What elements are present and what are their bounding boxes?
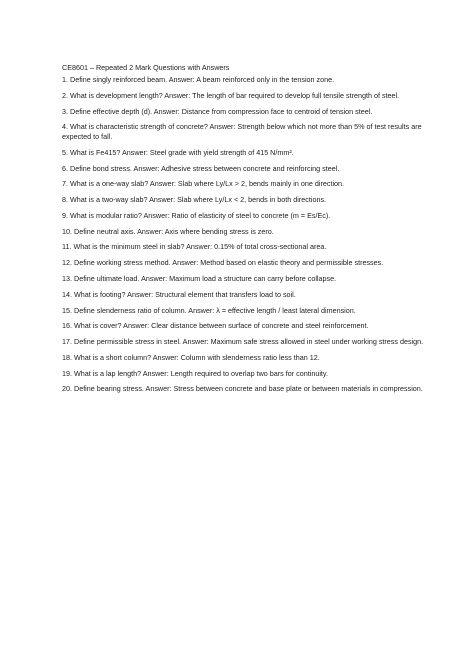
qa-number: 5. [62, 147, 68, 157]
qa-item [62, 122, 424, 141]
qa-answer: Axis where bending stress is zero. [164, 226, 274, 236]
qa-question: Define bond stress. [70, 163, 132, 173]
qa-number: 12. [62, 258, 72, 268]
qa-question: What is modular ratio? [70, 210, 142, 220]
qa-question: What is development length? [70, 90, 163, 100]
qa-item [62, 290, 424, 300]
qa-number: 10. [62, 226, 72, 236]
qa-question: What is a lap length? [74, 368, 142, 378]
qa-question: What is a one-way slab? [70, 179, 149, 189]
qa-item [62, 91, 424, 101]
qa-list [62, 75, 424, 394]
qa-answer: Distance from compression face to centroid of tension steel. [181, 106, 373, 116]
qa-answer: Strength below which not more than 5% of test results are expected to fall. [62, 122, 422, 141]
qa-number: 9. [62, 210, 68, 220]
qa-number: 15. [62, 305, 72, 315]
qa-answer: Maximum load a structure can carry before collapse. [169, 273, 337, 283]
qa-item [62, 107, 424, 117]
qa-answer-prefix: Answer: [168, 75, 195, 84]
qa-item [62, 148, 424, 158]
qa-answer-prefix: Answer: [143, 210, 170, 220]
qa-answer-prefix: Answer: [153, 106, 180, 116]
qa-number: 18. [62, 352, 72, 362]
qa-question: What is a two-way slab? [70, 195, 148, 205]
qa-answer: The length of bar required to develop full tensile strength of steel. [192, 90, 400, 100]
qa-question: Define singly reinforced beam. [70, 75, 168, 84]
qa-number: 17. [62, 337, 72, 347]
qa-item [62, 274, 424, 284]
qa-answer: Adhesive stress between concrete and reinforcing steel. [161, 163, 340, 173]
qa-answer-prefix: Answer: [121, 147, 148, 157]
qa-question: Define ultimate load. [74, 273, 140, 283]
qa-question: Define permissible stress in steel. [74, 337, 182, 347]
qa-number: 2. [62, 90, 68, 100]
qa-item [62, 369, 424, 379]
qa-question: Define slenderness ratio of column. [74, 305, 187, 315]
qa-answer: Method based on elastic theory and permissible stresses. [200, 258, 384, 268]
qa-question: Define neutral axis. [74, 226, 136, 236]
qa-question: What is the minimum steel in slab? [73, 242, 185, 252]
qa-item [62, 242, 424, 252]
qa-answer-prefix: Answer: [133, 163, 160, 173]
qa-answer-prefix: Answer: [149, 179, 176, 189]
qa-answer-prefix: Answer: [164, 90, 191, 100]
qa-item [62, 337, 424, 347]
qa-answer-prefix: Answer: [152, 352, 179, 362]
qa-item [62, 258, 424, 268]
qa-answer: Steel grade with yield strength of 415 N/mm². [149, 147, 294, 157]
qa-number: 4. [62, 122, 68, 132]
qa-number: 3. [62, 106, 68, 116]
qa-number: 14. [62, 289, 72, 299]
qa-item [62, 384, 424, 394]
qa-number: 8. [62, 195, 68, 205]
qa-answer-prefix: Answer: [209, 122, 236, 132]
qa-item [62, 195, 424, 205]
qa-answer: Length required to overlap two bars for continuity. [170, 368, 328, 378]
qa-item [62, 75, 424, 85]
qa-answer-prefix: Answer: [182, 337, 209, 347]
qa-item [62, 321, 424, 331]
qa-question: What is a short column? [74, 352, 152, 362]
qa-answer: Stress between concrete and base plate or between materials in compression. [173, 384, 423, 394]
qa-item [62, 306, 424, 316]
qa-number: 16. [62, 321, 72, 331]
qa-number: 13. [62, 273, 72, 283]
qa-answer: Slab where Ly/Lx < 2, bends in both directions. [177, 195, 327, 205]
qa-answer: Slab where Ly/Lx > 2, bends mainly in one direction. [177, 179, 345, 189]
document-page [62, 63, 424, 400]
qa-answer-prefix: Answer: [142, 368, 169, 378]
qa-question: What is characteristic strength of concrete? [70, 122, 208, 132]
qa-number: 1. [62, 75, 68, 84]
qa-answer-prefix: Answer: [123, 321, 150, 331]
qa-answer-prefix: Answer: [149, 195, 176, 205]
qa-item [62, 179, 424, 189]
qa-number: 11. [62, 242, 72, 252]
qa-number: 7. [62, 179, 68, 189]
qa-number: 19. [62, 368, 72, 378]
qa-item [62, 227, 424, 237]
qa-answer-prefix: Answer: [141, 273, 168, 283]
qa-question: Define effective depth (d). [70, 106, 153, 116]
qa-answer-prefix: Answer: [186, 242, 213, 252]
qa-answer: A beam reinforced only in the tension zone. [196, 75, 335, 84]
qa-question: Define bearing stress. [74, 384, 144, 394]
qa-number: 6. [62, 163, 68, 173]
qa-number: 20. [62, 384, 72, 394]
qa-answer: Structural element that transfers load to soil. [155, 289, 296, 299]
qa-question: What is Fe415? [70, 147, 121, 157]
qa-item [62, 211, 424, 221]
qa-item [62, 353, 424, 363]
qa-answer: Column with slenderness ratio less than 12. [180, 352, 320, 362]
document-title: CE8601 – Repeated 2 Mark Questions with Answers [62, 63, 230, 72]
qa-question: Define working stress method. [74, 258, 171, 268]
qa-answer: Clear distance between surface of concrete and steel reinforcement. [151, 321, 369, 331]
qa-answer-prefix: Answer: [172, 258, 199, 268]
qa-item [62, 164, 424, 174]
qa-answer: Ratio of elasticity of steel to concrete (m = Es/Ec). [171, 210, 331, 220]
qa-answer: 0.15% of total cross-sectional area. [214, 242, 327, 252]
qa-answer: Maximum safe stress allowed in steel under working stress design. [210, 337, 424, 347]
qa-answer-prefix: Answer: [188, 305, 215, 315]
qa-answer: λ = effective length / least lateral dimension. [216, 305, 356, 315]
qa-question: What is footing? [74, 289, 126, 299]
qa-answer-prefix: Answer: [127, 289, 154, 299]
qa-answer-prefix: Answer: [145, 384, 172, 394]
qa-answer-prefix: Answer: [137, 226, 164, 236]
qa-question: What is cover? [74, 321, 122, 331]
